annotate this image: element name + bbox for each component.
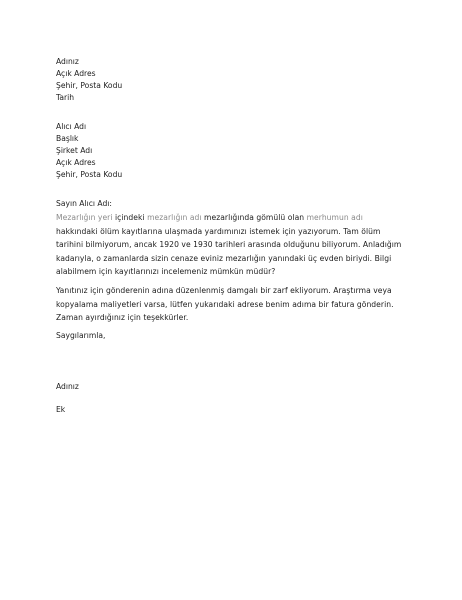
sender-address[interactable]: Açık Adres <box>56 69 96 78</box>
recipient-block <box>56 121 122 181</box>
body-paragraph-1[interactable] <box>56 211 406 279</box>
sender-block <box>56 56 122 104</box>
placeholder-deceased-name[interactable]: merhumun adı <box>306 213 363 222</box>
recipient-name[interactable]: Alıcı Adı <box>56 122 87 131</box>
signature-block <box>56 381 79 393</box>
body1-text-1: içindeki <box>112 213 148 222</box>
closing[interactable]: Saygılarımla, <box>56 331 106 340</box>
enclosure[interactable]: Ek <box>56 405 66 414</box>
salutation-block <box>56 198 112 210</box>
letter-date[interactable]: Tarih <box>56 93 75 102</box>
recipient-company[interactable]: Şirket Adı <box>56 146 93 155</box>
enclosure-block <box>56 404 65 416</box>
sender-name[interactable]: Adınız <box>56 57 79 66</box>
closing-block <box>56 330 105 342</box>
signature-name[interactable]: Adınız <box>56 382 79 391</box>
body-paragraph-2[interactable]: Yanıtınız için gönderenin adına düzenlenmiş damgalı bir zarf ekliyorum. Araştırma veya kopyalama maliyetleri varsa, lütfen yukarıdaki adrese benim adıma bir fatura gönderin. Zaman ayırdığınız için teşekkürler. <box>56 286 394 323</box>
sender-city-zip[interactable]: Şehir, Posta Kodu <box>56 81 123 90</box>
body1-text-3: hakkındaki ölüm kayıtlarına ulaşmada yardımınızı istemek için yazıyorum. Tam ölüm tarihini bilmiyorum, ancak 1920 ve 1930 tarihleri arasında olduğunu biliyorum. Anladığım kadarıyla, o zamanlarda sizin cenaze eviniz mezarlığın yanındaki üç evden biriydi. Bilgi alabilmem için kayıtlarınızı incelemeniz mümkün müdür? <box>56 226 402 277</box>
salutation[interactable]: Sayın Alıcı Adı: <box>56 199 112 208</box>
placeholder-cemetery-location[interactable]: Mezarlığın yeri <box>56 213 113 222</box>
recipient-title[interactable]: Başlık <box>56 134 79 143</box>
recipient-city-zip[interactable]: Şehir, Posta Kodu <box>56 170 123 179</box>
body1-text-2: mezarlığında gömülü olan <box>201 213 307 222</box>
placeholder-cemetery-name[interactable]: mezarlığın adı <box>147 213 202 222</box>
recipient-address[interactable]: Açık Adres <box>56 158 96 167</box>
